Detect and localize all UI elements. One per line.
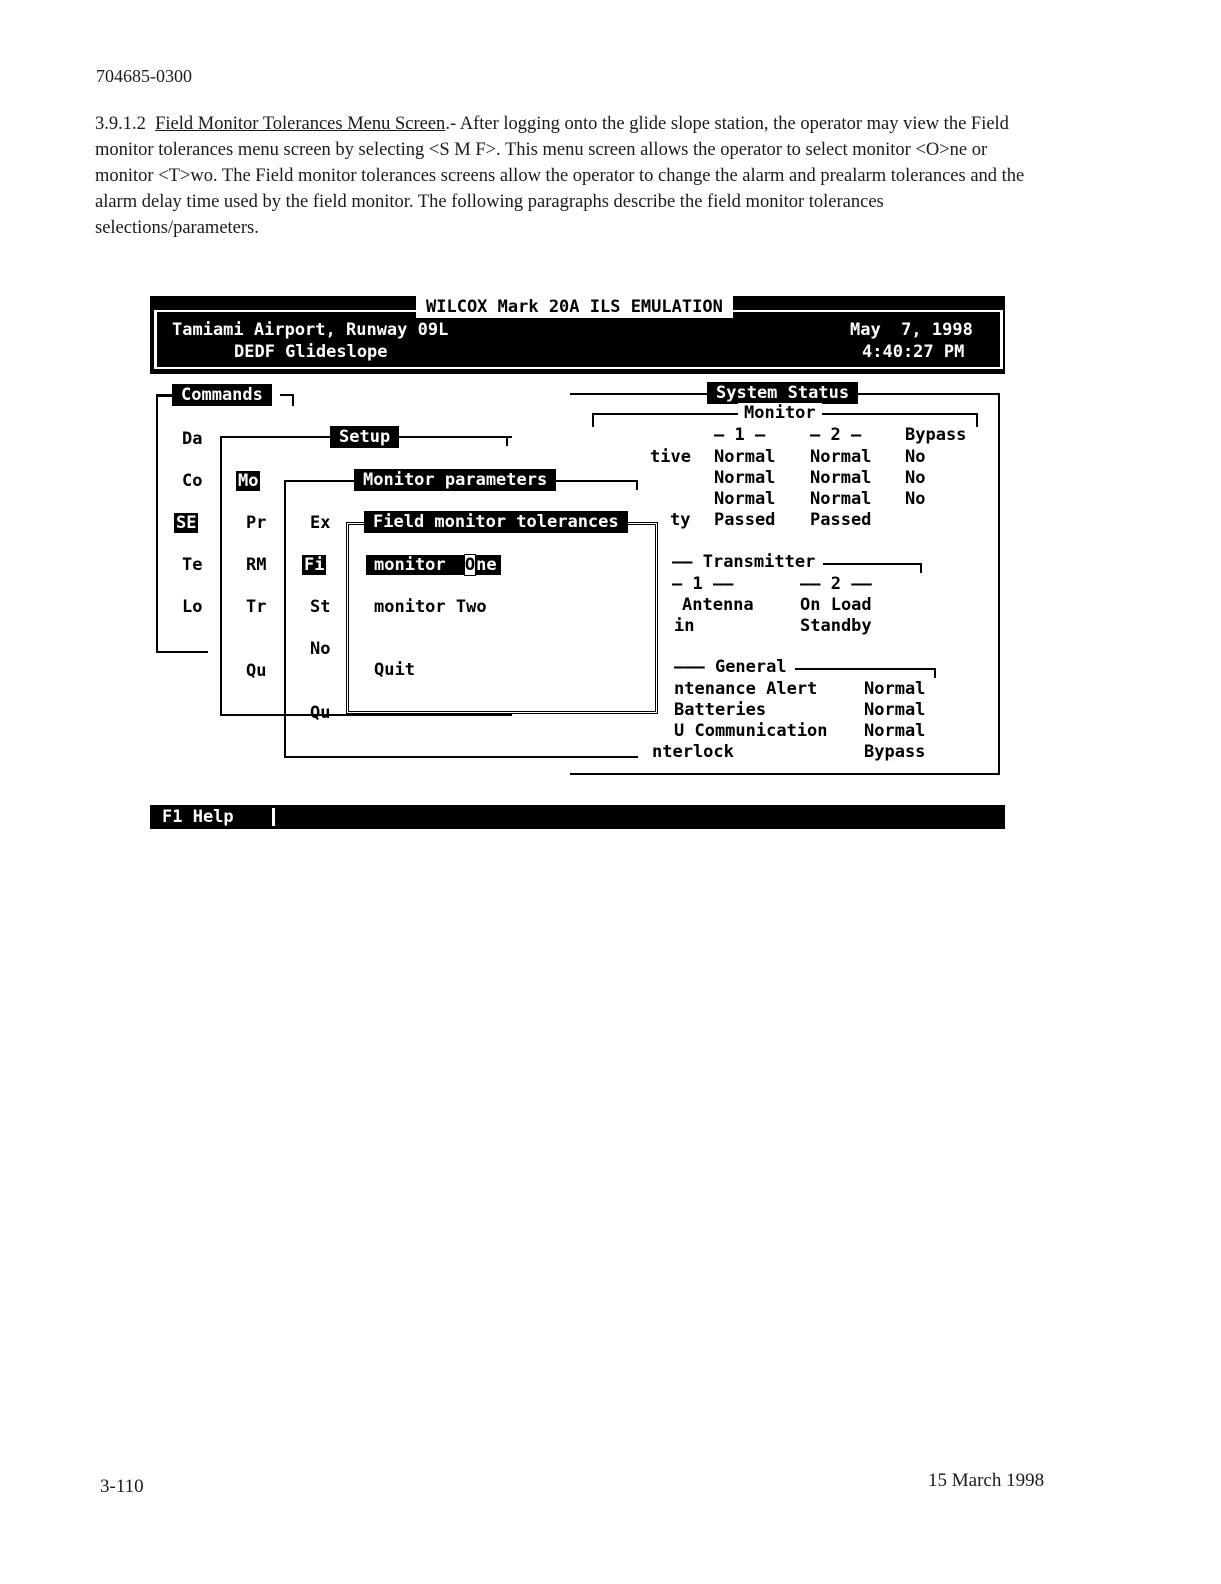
transmitter-1-state: Antenna [682, 595, 754, 615]
location-line-2: DEDF Glideslope [234, 342, 388, 362]
terminal-screen [150, 296, 1005, 829]
bypass-status: No [905, 447, 926, 467]
command-item[interactable]: Lo [182, 597, 203, 617]
transmitter-col-2-header: —— 2 —— [800, 574, 872, 594]
screen-time: 4:40:27 PM [862, 342, 965, 362]
monitor-two-option[interactable]: monitor Two [374, 597, 487, 617]
monitor-one-label: monitor [366, 555, 464, 575]
general-item-value: Normal [864, 700, 926, 720]
monitor-1-status: Normal [714, 489, 776, 509]
document-date: 15 March 1998 [928, 1470, 1045, 1491]
monitor-parameter-item[interactable]: No [310, 639, 331, 659]
general-item-value: Normal [864, 721, 926, 741]
system-status-title: System Status [707, 382, 858, 404]
setup-item-selected[interactable]: Mo [238, 471, 259, 491]
setup-title-line [406, 436, 508, 446]
section-heading: Field Monitor Tolerances Menu Screen [155, 114, 446, 134]
section-paragraph [95, 111, 1045, 241]
transmitter-col-1-header: — 1 —— [672, 574, 734, 594]
monitor-1-status: Passed [714, 510, 776, 530]
command-item[interactable]: Te [182, 555, 203, 575]
transmitter-1-state: in [674, 616, 695, 636]
quit-option[interactable]: Quit [374, 660, 415, 680]
commands-title-tick [280, 394, 294, 406]
monitor-col-1-header: — 1 — [714, 425, 766, 445]
setup-item[interactable]: Pr [246, 513, 267, 533]
monitor-2-status: Normal [810, 447, 872, 467]
general-header: ——— General [674, 657, 795, 677]
section-number: 3.9.1.2 [95, 114, 146, 134]
general-item-label: ntenance Alert [674, 679, 818, 699]
setup-menu-title: Setup [330, 426, 399, 448]
title-bar [150, 296, 1005, 374]
monitor-parameter-item[interactable]: St [310, 597, 331, 617]
monitor-one-hotkey: O [464, 555, 476, 575]
general-item-label: nterlock [652, 742, 734, 762]
general-item-value: Normal [864, 679, 926, 699]
monitor-row-label: tive [650, 447, 691, 467]
app-title: WILCOX Mark 20A ILS EMULATION [416, 296, 733, 318]
monitor-parameters-title-line [564, 480, 638, 490]
monitor-1-status: Normal [714, 447, 776, 467]
status-separator [272, 808, 275, 826]
field-monitor-tolerances-menu [346, 522, 658, 714]
monitor-2-status: Normal [810, 468, 872, 488]
monitor-parameter-item[interactable]: Qu [310, 703, 331, 723]
status-bar [150, 805, 1005, 829]
monitor-one-option[interactable] [366, 555, 501, 575]
monitor-parameter-item-selected[interactable]: Fi [304, 555, 325, 575]
bypass-status: No [905, 468, 926, 488]
setup-item[interactable]: Tr [246, 597, 267, 617]
monitor-header: Monitor [738, 403, 822, 423]
transmitter-header: —— Transmitter [672, 552, 823, 572]
setup-item[interactable]: Qu [246, 661, 267, 681]
section-body: .- After logging onto the glide slope station, the operator may view the Field monitor tolerances menu screen by selecting <S M F>. This menu screen allows the operator to select monitor <O>ne or monitor <T>wo. The Field monitor tolerances screens allow the operator to change the alarm and prealarm tolerances and the alarm delay time used by the field monitor. The following paragraphs describe the field monitor tolerances selections/parameters. [95, 114, 1025, 238]
monitor-col-bypass-header: Bypass [905, 425, 967, 445]
monitor-col-2-header: — 2 — [810, 425, 862, 445]
command-item[interactable]: Da [182, 429, 203, 449]
transmitter-2-state: Standby [800, 616, 872, 636]
command-item-selected[interactable]: SE [176, 513, 197, 533]
monitor-1-status: Normal [714, 468, 776, 488]
commands-menu-title: Commands [172, 384, 272, 406]
general-item-value: Bypass [864, 742, 926, 762]
bypass-status: No [905, 489, 926, 509]
monitor-parameter-item[interactable]: Ex [310, 513, 331, 533]
monitor-one-suffix: ne [476, 555, 500, 575]
general-item-label: U Communication [674, 721, 828, 741]
page-number: 3-110 [100, 1476, 144, 1497]
field-monitor-tolerances-title: Field monitor tolerances [364, 511, 628, 533]
setup-item[interactable]: RM [246, 555, 267, 575]
monitor-row-label: ty [670, 510, 691, 530]
monitor-parameters-title: Monitor parameters [354, 469, 556, 491]
location-line-1: Tamiami Airport, Runway 09L [172, 320, 449, 340]
command-item[interactable]: Co [182, 471, 203, 491]
general-item-label: Batteries [674, 700, 767, 720]
transmitter-2-state: On Load [800, 595, 872, 615]
monitor-2-status: Normal [810, 489, 872, 509]
document-number: 704685-0300 [96, 66, 192, 86]
screen-date: May 7, 1998 [850, 320, 973, 340]
help-hint[interactable]: F1 Help [162, 807, 234, 827]
monitor-2-status: Passed [810, 510, 872, 530]
